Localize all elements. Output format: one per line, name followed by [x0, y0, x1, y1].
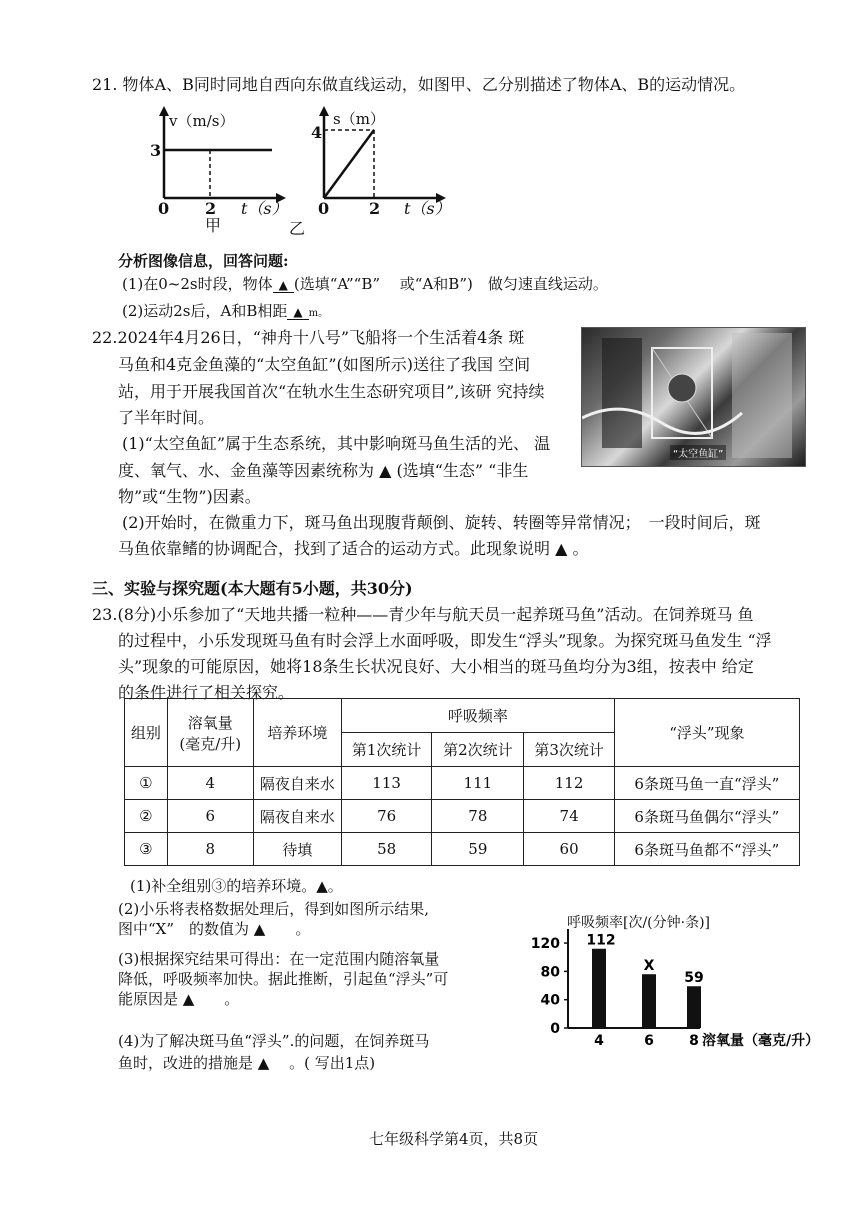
q23-sub4a: (4)为了解决斑马鱼“浮头”.的问题，在饲养斑马: [118, 1032, 430, 1050]
chart-y-tick-label: 80: [540, 964, 560, 981]
q23-sub1: (1)补全组别③的培养环境。▲。: [130, 877, 343, 895]
q23-sub2b: 图中“X” 的数值为 ▲ 。: [118, 920, 311, 938]
graph-b-caption: 乙: [289, 219, 306, 238]
q21-part2-text: (2)运动2s后，A和B相距: [122, 302, 288, 320]
respiration-bar-chart: [530, 925, 840, 1055]
cell-phenomenon: 6条斑马鱼偶尔“浮头”: [614, 800, 799, 833]
q23-sub3b: 降低，呼吸频率加快。据此推断，引起鱼“浮头”可: [118, 970, 449, 988]
q21-part2: [122, 300, 328, 325]
chart-x-tick-label: 4: [594, 1033, 604, 1049]
cell-env: 待填: [253, 833, 341, 866]
th-count1: 第1次统计: [341, 733, 431, 767]
q22-line5: (1)“太空鱼缸”属于生态系统，其中影响斑马鱼生活的光、 温: [122, 434, 551, 453]
graph-b-xtick: 2: [369, 199, 381, 218]
cell-phenomenon: 6条斑马鱼一直“浮头”: [614, 767, 799, 800]
q22-line9: 马鱼依靠鳍的协调配合，找到了适合的运动方式。此现象说明 ▲ 。: [118, 539, 589, 558]
cell-group: ①: [125, 767, 168, 800]
chart-value-label: 59: [684, 970, 704, 987]
graph-a-xlabel: t（s）: [241, 199, 288, 218]
q21-part1-rest: (选填“A”“B” 或“A和B”) 做匀速直线运动。: [293, 275, 608, 293]
th-group: 组别: [125, 699, 168, 767]
q21-part1: [122, 273, 608, 296]
q21-part2-unit: m。: [308, 308, 329, 319]
cell-phenomenon: 6条斑马鱼都不“浮头”: [614, 833, 799, 866]
graph-b-ytick: 4: [311, 123, 323, 142]
cell-c2: 78: [432, 800, 524, 833]
chart-bar: [687, 986, 701, 1028]
q23-sub4b: 鱼时，改进的措施是 ▲ 。( 写出1点): [118, 1054, 376, 1072]
q23-line4: 的条件进行了相关探究。: [118, 683, 295, 702]
space-aquarium-photo: [581, 327, 806, 467]
q22-line2: 马鱼和4克金鱼藻的“太空鱼缸”(如图所示)送往了我国 空间: [118, 355, 531, 374]
chart-title: 呼吸频率[次/(分钟·条)]: [567, 915, 711, 931]
graph-a-caption: 甲: [205, 216, 222, 235]
q22-line6: 度、氧气、水、金鱼藻等因素统称为 ▲ (选填“生态” “非生: [118, 461, 529, 480]
th-oxygen-label: 溶氧量: [187, 713, 233, 732]
th-phenomenon: “浮头”现象: [614, 699, 799, 767]
cell-env: 隔夜自来水: [253, 800, 341, 833]
graph-a-ylabel: v（m/s）: [169, 112, 235, 130]
graph-b-xlabel: t（s）: [404, 199, 451, 218]
chart-value-label: 112: [586, 932, 616, 949]
cell-group: ③: [125, 833, 168, 866]
section3-title: 三、实验与探究题(本大题有5小题，共30分): [92, 579, 413, 598]
cell-c2: 111: [432, 767, 524, 800]
chart-x-tick-label: 6: [644, 1033, 654, 1049]
q22-line3: 站，用于开展我国首次“在轨水生生态研究项目”,该研 究持续: [118, 382, 545, 401]
q22-line4: 了半年时间。: [118, 408, 215, 427]
q23-line1: 23.(8分)小乐参加了“天地共播一粒种——青少年与航天员一起养斑马鱼”活动。在饲养斑马 鱼: [92, 605, 754, 624]
graph-a-y-arrow: [159, 106, 169, 116]
graph-a-origin: 0: [158, 199, 170, 218]
cell-c1: 58: [341, 833, 431, 866]
graph-b-y-arrow: [319, 106, 329, 116]
chart-bar: [642, 974, 656, 1028]
q21-part2-blank: ▲: [287, 305, 308, 320]
page-footer: 七年级科学第4页，共8页: [369, 1130, 539, 1148]
graph-b-distance-line: [324, 130, 374, 198]
th-oxygen: [167, 699, 253, 767]
cell-oxygen: 4: [167, 767, 253, 800]
q22-line8: (2)开始时，在微重力下，斑马鱼出现腹背颠倒、旋转、转圈等异常情况； 一段时间后，斑: [122, 513, 761, 532]
cell-c3: 60: [524, 833, 614, 866]
q23-sub3a: (3)根据探究结果可得出：在一定范围内随溶氧量: [118, 950, 440, 968]
q21-stem: 21. 物体A、B同时同地自西向东做直线运动，如图甲、乙分别描述了物体A、B的运动情况。: [92, 75, 746, 94]
cell-c1: 113: [341, 767, 431, 800]
th-count2: 第2次统计: [432, 733, 524, 767]
graph-b-ylabel: s（m）: [333, 110, 385, 128]
cell-c3: 74: [524, 800, 614, 833]
q21-prompt: 分析图像信息，回答问题:: [118, 252, 289, 270]
graph-a-xtick: 2: [205, 199, 217, 218]
q22-line7: 物”或“生物”)因素。: [118, 487, 261, 506]
q23-line3: 头”现象的可能原因，她将18条生长状况良好、大小相当的斑马鱼均分为3组，按表中 给定: [118, 657, 754, 676]
th-env: 培养环境: [253, 699, 341, 767]
cell-oxygen: 8: [167, 833, 253, 866]
cell-c3: 112: [524, 767, 614, 800]
cell-group: ②: [125, 800, 168, 833]
graph-b-origin: 0: [318, 199, 330, 218]
table-row: [125, 800, 800, 833]
q23-line2: 的过程中，小乐发现斑马鱼有时会浮上水面呼吸，即发生“浮头”现象。为探究斑马鱼发生 “浮: [118, 631, 772, 650]
graph-a-ytick: 3: [150, 141, 162, 160]
chart-y-tick-label: 0: [550, 1021, 560, 1037]
q22-line1: 22.2024年4月26日，“神舟十八号”飞船将一个生活着4条 斑: [92, 328, 525, 347]
th-oxygen-unit: (毫克/升): [179, 734, 242, 753]
chart-bar: [592, 949, 606, 1028]
chart-y-tick-label: 40: [540, 992, 560, 1009]
experiment-table: [124, 698, 800, 866]
q21-part1-blank: ▲: [273, 278, 294, 293]
q21-part1-text: (1)在0~2s时段，物体: [122, 275, 273, 293]
table-row: [125, 833, 800, 866]
q23-sub2a: (2)小乐将表格数据处理后，得到如图所示结果,: [118, 900, 430, 918]
cell-env: 隔夜自来水: [253, 767, 341, 800]
cell-c1: 76: [341, 800, 431, 833]
table-row: [125, 767, 800, 800]
cell-c2: 59: [432, 833, 524, 866]
chart-value-label: X: [643, 958, 655, 975]
cell-oxygen: 6: [167, 800, 253, 833]
th-count3: 第3次统计: [524, 733, 614, 767]
chart-y-tick-label: 120: [530, 936, 560, 953]
chart-x-tick-label: 8: [689, 1033, 699, 1049]
chart-x-axis-label: 溶氧量（毫克/升）: [702, 1033, 820, 1049]
th-rate: 呼吸频率: [341, 699, 614, 733]
photo-caption: “太空鱼缸”: [670, 445, 726, 460]
q23-sub3c: 能原因是 ▲ 。: [118, 990, 240, 1008]
